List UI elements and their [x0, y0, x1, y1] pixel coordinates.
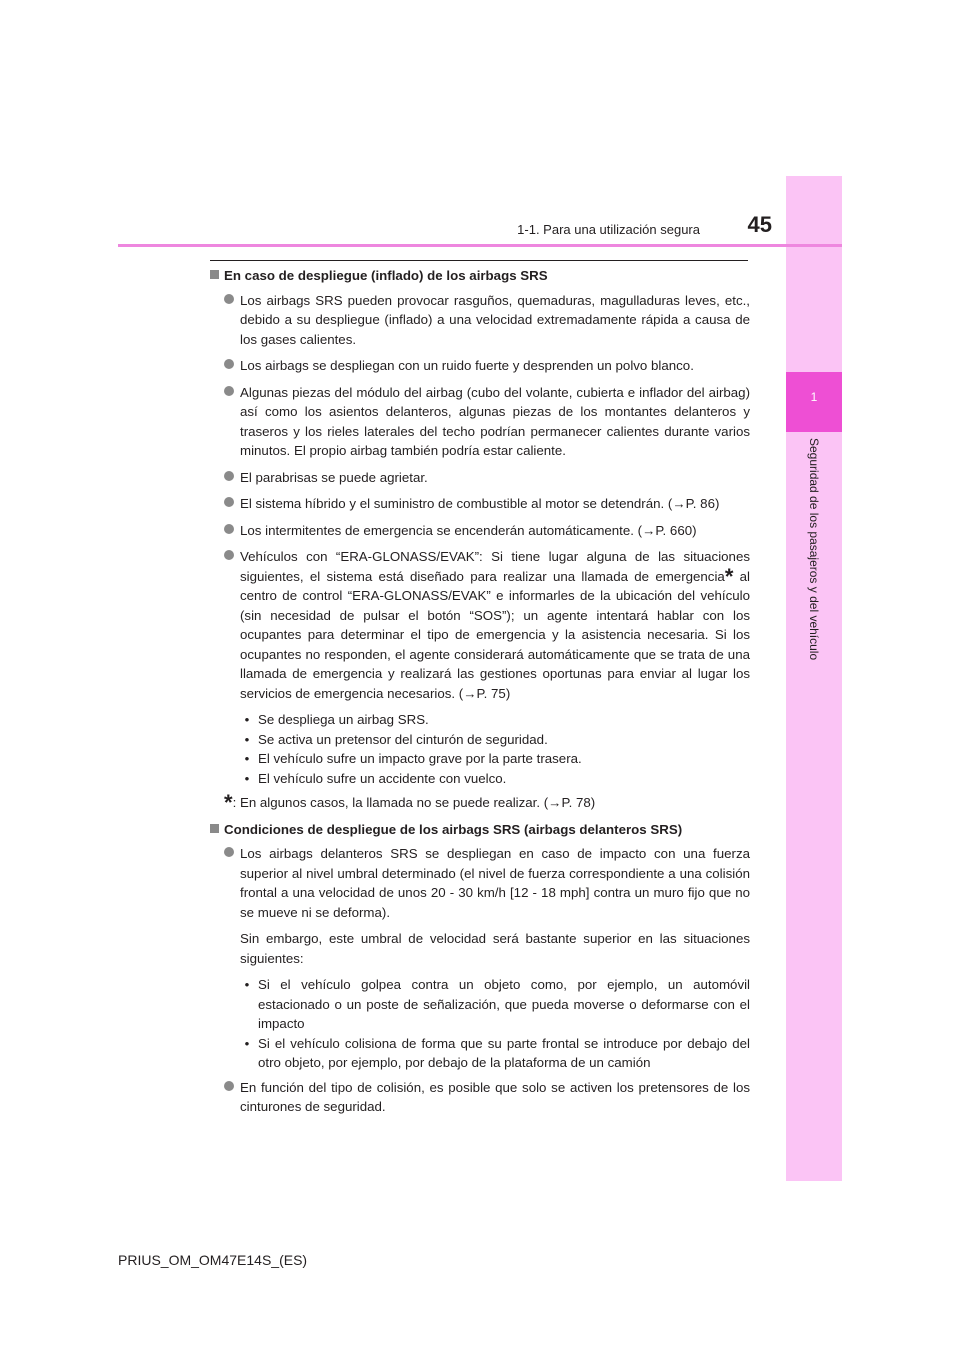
- list-item-text: Los intermitentes de emergencia se encenderán automáticamente. (→P. 660): [240, 522, 697, 538]
- list-item-evak: [210, 547, 750, 703]
- list-item: [210, 291, 750, 350]
- bullet-dot-icon: [224, 1081, 234, 1091]
- sub-list-item-text: Se activa un pretensor del cinturón de seguridad.: [258, 731, 548, 747]
- list-item-text: El parabrisas se puede agrietar.: [240, 469, 428, 485]
- threshold-paragraph: Sin embargo, este umbral de velocidad será bastante superior en las situaciones siguientes:: [240, 931, 750, 966]
- bullet-dot-icon: [224, 497, 234, 507]
- sub-bullet-mark: •: [244, 731, 250, 747]
- bullet-dot-icon: [224, 471, 234, 481]
- sub-list-item-text: Si el vehículo golpea contra un objeto como, por ejemplo, un automóvil estacionado o un poste de señalización, que pueda moverse o deformarse con el impacto: [258, 977, 750, 1031]
- sub-list-item: [240, 730, 750, 750]
- list-item: [210, 1078, 750, 1117]
- chapter-title-vertical: Seguridad de los pasajeros y del vehículo: [807, 438, 821, 661]
- footnote-star-marker: *: [724, 563, 734, 589]
- bullet-dot-icon: [224, 847, 234, 857]
- list-item-text: [240, 547, 750, 703]
- sub-list-item-text: Se despliega un airbag SRS.: [258, 712, 429, 727]
- document-code-footer: PRIUS_OM_OM47E14S_(ES): [118, 1252, 308, 1268]
- header-section-title: 1-1. Para una utilización segura: [517, 222, 700, 237]
- bullet-dot-icon: [224, 386, 234, 396]
- sub-list-item: [240, 1034, 750, 1073]
- sub-bullet-mark: •: [244, 712, 250, 727]
- footnote: [224, 790, 750, 815]
- footnote-text: : En algunos casos, la llamada no se puede realizar. (→P. 78): [232, 795, 596, 810]
- section-heading-deployment-conditions: [210, 820, 750, 840]
- bullet-dot-icon: [224, 524, 234, 534]
- list-item: [210, 494, 750, 514]
- section-square-icon: [210, 270, 219, 279]
- section-square-icon: [210, 824, 219, 833]
- page-content: [210, 266, 750, 1124]
- footnote-star: *: [224, 790, 233, 815]
- section-heading-text: En caso de despliegue (inflado) de los airbags SRS: [224, 268, 548, 283]
- section-heading-airbag-deployment: [210, 266, 750, 286]
- list-item-text: Algunas piezas del módulo del airbag (cubo del volante, cubierta e inflador del airbag) así como los asientos delanteros, algunas piezas de los montantes delanteros y traseros y los rieles laterales del techo podrían permanecer calientes durante varios minutos. El propio airbag también podría estar caliente.: [240, 384, 750, 458]
- list-item: [210, 356, 750, 376]
- threshold-situations-list: [240, 975, 750, 1073]
- evak-text-start: Vehículos con “ERA-GLONASS/EVAK”: Si tiene lugar alguna de las situaciones siguientes, el sistema está diseñado para realizar una llamada de emergencia: [240, 549, 750, 584]
- list-item: [210, 844, 750, 922]
- list-item-text: En función del tipo de colisión, es posible que solo se activen los pretensores de los cinturones de seguridad.: [240, 1079, 750, 1114]
- sub-list-item: [240, 975, 750, 1034]
- evak-text-end: al centro de control “ERA-GLONASS/EVAK” e informarles de la ubicación del vehículo (sin necesidad de pulsar el botón “SOS”); un agente intentará hablar con los ocupantes para determinar el tipo de emergencia y la asistencia necesaria. Si los ocupantes no responden, el agente considerará automáticamente que se trata de una llamada de emergencia y realizará las gestiones oportunas para enviar al lugar los servicios de emergencia necesarios. (→P. 75): [240, 568, 750, 701]
- sub-bullet-mark: •: [244, 1035, 250, 1051]
- sub-list-item: [240, 710, 750, 730]
- sub-bullet-mark: •: [244, 770, 250, 786]
- bullet-dot-icon: [224, 550, 234, 560]
- evak-situations-list: [240, 710, 750, 788]
- list-item: [210, 468, 750, 488]
- list-item-text: Los airbags se despliegan con un ruido fuerte y desprenden un polvo blanco.: [240, 358, 694, 373]
- list-item-text: Los airbags SRS pueden provocar rasguños, quemaduras, magulladuras leves, etc., debido a su despliegue (inflado) a una velocidad extremadamente rápida a causa de los gases calientes.: [240, 292, 750, 347]
- sub-bullet-mark: •: [244, 751, 250, 766]
- page-number: 45: [747, 212, 772, 237]
- list-item-text: El sistema híbrido y el suministro de combustible al motor se detendrán. (→P. 86): [240, 496, 720, 511]
- bullet-dot-icon: [224, 294, 234, 304]
- bullet-dot-icon: [224, 359, 234, 369]
- sub-list-item: [240, 769, 750, 789]
- header-divider: [118, 244, 842, 247]
- sub-bullet-mark: •: [244, 977, 250, 992]
- list-item-text: Los airbags delanteros SRS se despliegan en caso de impacto con una fuerza superior al nivel umbral determinado (el nivel de fuerza correspondiente a una colisión frontal a una velocidad de unos 20 - 30 km/h [12 - 18 mph] contra un muro fijo que no se mueve ni se deforma).: [240, 846, 750, 920]
- chapter-number: 1: [810, 390, 818, 404]
- section-heading-text: Condiciones de despliegue de los airbags SRS (airbags delanteros SRS): [224, 821, 683, 837]
- list-item: [210, 521, 750, 541]
- sub-list-item-text: El vehículo sufre un accidente con vuelco.: [258, 770, 507, 786]
- sub-list-item-text: El vehículo sufre un impacto grave por la parte trasera.: [258, 751, 582, 766]
- list-item: [210, 383, 750, 461]
- content-top-rule: [210, 260, 748, 261]
- sub-list-item: [240, 749, 750, 769]
- sub-list-item-text: Si el vehículo colisiona de forma que su parte frontal se introduce por debajo del otro objeto, por ejemplo, por debajo de la plataforma de un camión: [258, 1035, 750, 1070]
